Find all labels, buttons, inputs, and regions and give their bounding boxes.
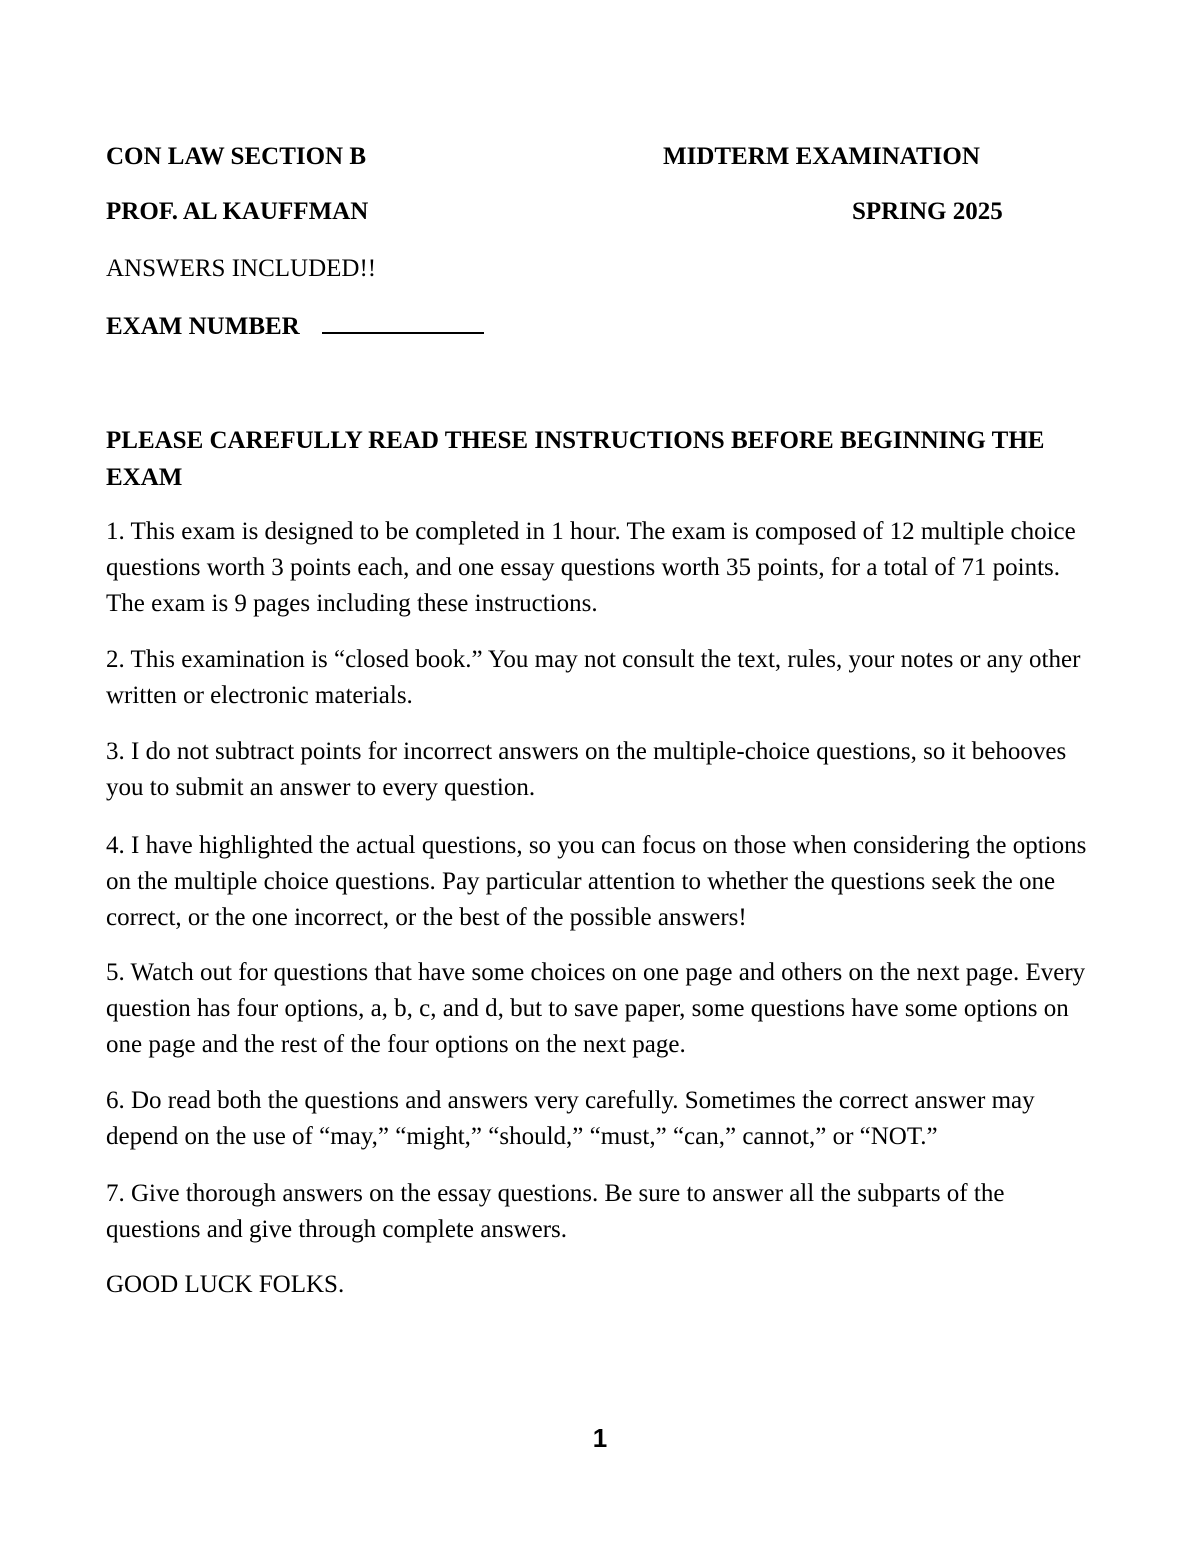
exam-type: MIDTERM EXAMINATION — [663, 143, 980, 170]
page-number: 1 — [592, 1423, 608, 1453]
instruction-item-2: 2. This examination is “closed book.” You may not consult the text, rules, your notes or any other written or electronic materials. — [106, 646, 1081, 709]
exam-term: SPRING 2025 — [852, 198, 1003, 225]
course-title: CON LAW SECTION B — [106, 143, 367, 170]
exam-number-row — [106, 310, 484, 342]
instructions-heading: PLEASE CAREFULLY READ THESE INSTRUCTIONS BEFORE BEGINNING THE EXAM — [106, 427, 1045, 491]
instruction-item-5: 5. Watch out for questions that have some choices on one page and others on the next page. Every question has four options, a, b, c, and d, but to save paper, some questions have some options on one page and the rest of the four options on the next page. — [106, 959, 1086, 1058]
instruction-item-1: 1. This exam is designed to be completed in 1 hour. The exam is composed of 12 multiple choice questions worth 3 points each, and one essay questions worth 35 points, for a total of 71 points. The exam is 9 pages including these instructions. — [106, 518, 1076, 617]
instruction-item-3: 3. I do not subtract points for incorrect answers on the multiple-choice questions, so it behooves you to submit an answer to every question. — [106, 738, 1067, 801]
professor-name: PROF. AL KAUFFMAN — [106, 198, 369, 225]
instruction-item-6: 6. Do read both the questions and answers very carefully. Sometimes the correct answer may depend on the use of “may,” “might,” “should,” “must,” “can,” cannot,” or “NOT.” — [106, 1087, 1035, 1150]
exam-number-label: EXAM NUMBER — [106, 313, 300, 340]
instruction-item-4: 4. I have highlighted the actual questions, so you can focus on those when considering the options on the multiple choice questions. Pay particular attention to whether the questions seek the one correct, or the one incorrect, or the best of the possible answers! — [106, 832, 1087, 931]
answers-note: ANSWERS INCLUDED!! — [106, 255, 377, 282]
exam-number-blank — [322, 310, 484, 334]
instruction-item-7: 7. Give thorough answers on the essay questions. Be sure to answer all the subparts of the questions and give through complete answers. — [106, 1180, 1005, 1243]
closing-note: GOOD LUCK FOLKS. — [106, 1271, 345, 1298]
